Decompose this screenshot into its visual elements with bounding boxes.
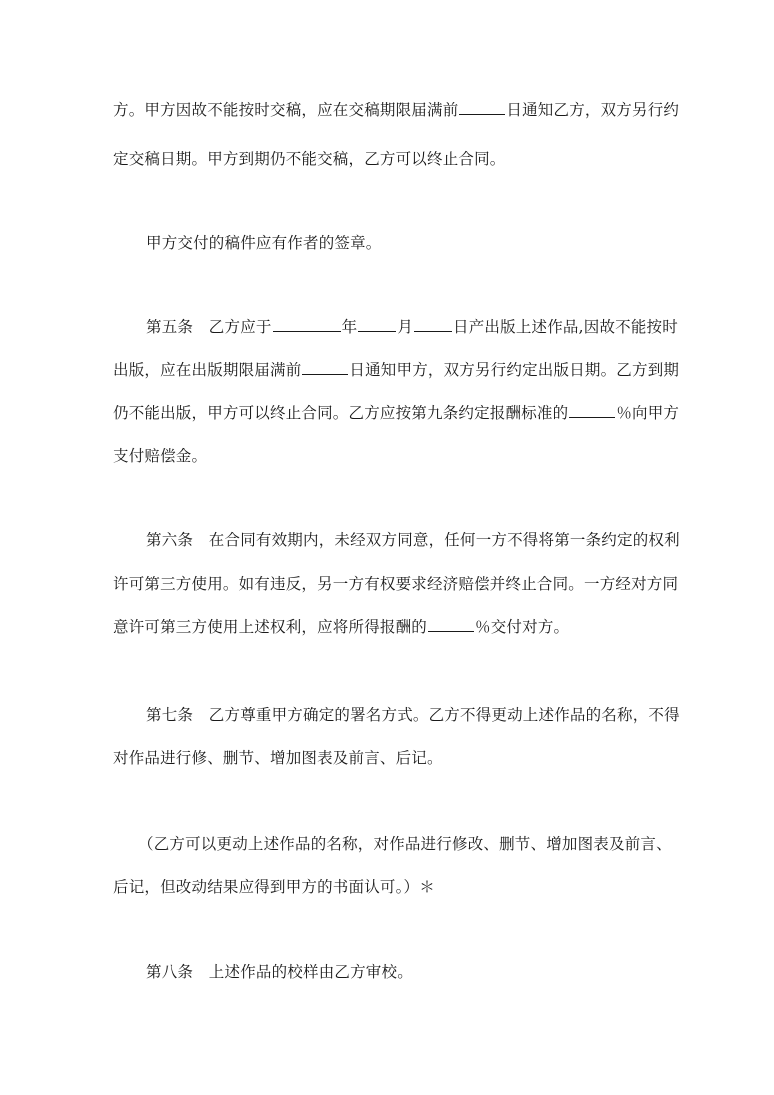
p1-line-2: 定交稿日期。甲方到期仍不能交稿，乙方可以终止合同。 <box>113 150 506 168</box>
p3-text-2a: 出版，应在出版期限届满前 <box>113 361 302 379</box>
day-blank[interactable] <box>414 317 452 332</box>
notice-days-blank[interactable] <box>459 100 505 115</box>
year-blank[interactable] <box>273 317 341 332</box>
remuneration-percent-blank[interactable] <box>428 617 474 632</box>
p4-text-3a: 意许可第三方使用上述权利，应将所得报酬的 <box>113 618 428 636</box>
p7-line-1: 第八条 上述作品的校样由乙方审校。 <box>146 963 413 981</box>
p3-text-1d: 日产出版上述作品,因故不能按时 <box>453 318 678 336</box>
p6-line-1: （乙方可以更动上述作品的名称，对作品进行修改、删节、增加图表及前言、 <box>138 835 672 853</box>
p3-line-4: 支付赔偿金。 <box>113 447 208 465</box>
year-label: 年 <box>341 318 358 336</box>
publish-notice-days-blank[interactable] <box>302 360 348 375</box>
p1-line-1 <box>113 100 679 120</box>
p4-text-3b: ％交付对方。 <box>475 618 570 636</box>
p4-line-2: 许可第三方使用。如有违反，另一方有权要求经济赔偿并终止合同。一方经对方同 <box>113 575 679 593</box>
p3-text-3a: 仍不能出版，甲方可以终止合同。乙方应按第九条约定报酬标准的 <box>113 404 569 422</box>
month-blank[interactable] <box>358 317 396 332</box>
p3-text-2b: 日通知甲方，双方另行约定出版日期。乙方到期 <box>349 361 680 379</box>
month-label: 月 <box>397 318 414 336</box>
p1-text-1a: 方。甲方因故不能按时交稿，应在交稿期限届满前 <box>113 101 459 119</box>
p5-line-2: 对作品进行修、删节、增加图表及前言、后记。 <box>113 749 443 767</box>
p3-line-2 <box>113 360 679 380</box>
p1-text-1b: 日通知乙方，双方另行约 <box>506 101 680 119</box>
p3-text-3b: ％向甲方 <box>616 404 680 422</box>
p3-line-1 <box>146 317 678 337</box>
p2-line-1: 甲方交付的稿件应有作者的签章。 <box>146 234 382 252</box>
p6-line-2: 后记，但改动结果应得到甲方的书面认可。）＊ <box>113 878 435 896</box>
compensation-percent-blank[interactable] <box>569 403 615 418</box>
p5-line-1: 第七条 乙方尊重甲方确定的署名方式。乙方不得更动上述作品的名称，不得 <box>146 706 680 724</box>
article5-lead: 第五条 乙方应于 <box>146 318 272 336</box>
p4-line-3 <box>113 617 569 637</box>
p4-line-1: 第六条 在合同有效期内，未经双方同意，任何一方不得将第一条约定的权利 <box>146 531 680 549</box>
p3-line-3 <box>113 403 679 423</box>
